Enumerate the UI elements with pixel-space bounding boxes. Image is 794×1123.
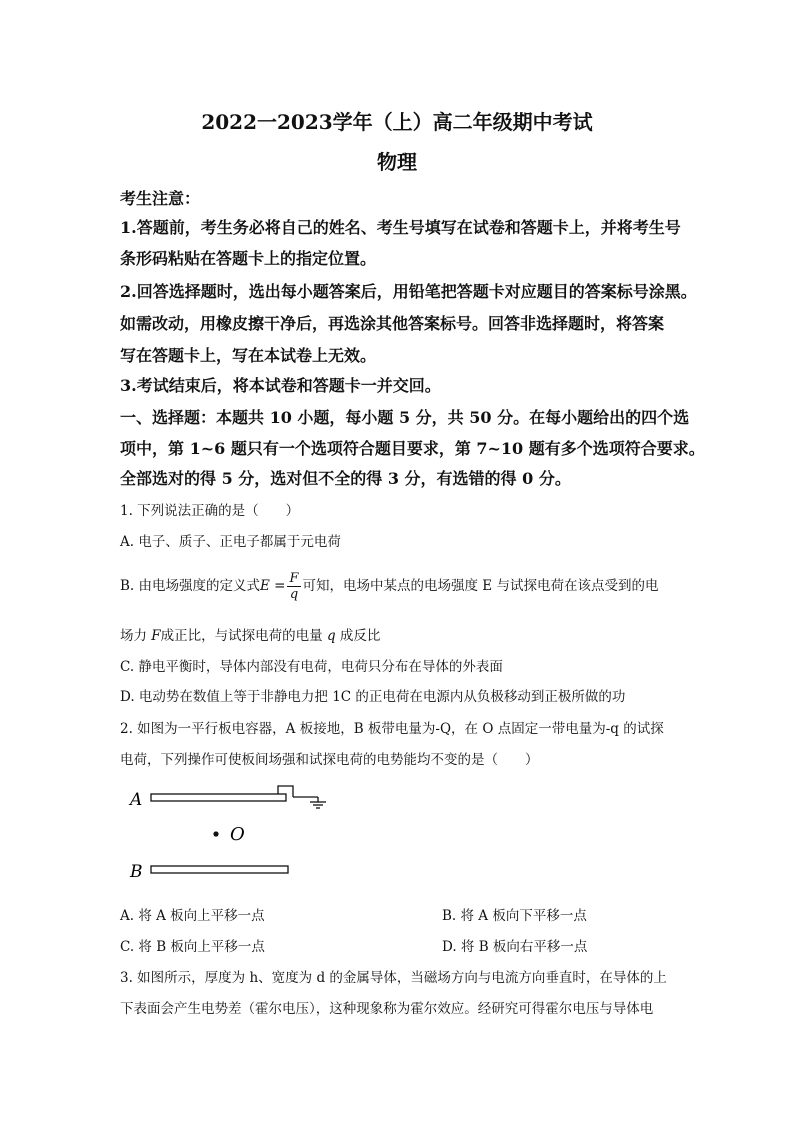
- plate-a-label: A: [130, 790, 143, 810]
- q2-option-b: B. 将 A 板向下平移一点: [442, 908, 587, 924]
- q1-option-b-line-2-pre: 场力: [120, 628, 152, 644]
- q1-option-b-line-1: [120, 564, 658, 608]
- q1-option-c: C. 静电平衡时，导体内部没有电荷，电荷只分布在导体的外表面: [120, 659, 503, 675]
- capacitor-figure: [126, 782, 336, 886]
- q2-option-d: D. 将 B 板向右平移一点: [442, 939, 588, 955]
- symbol-f: F: [151, 628, 161, 644]
- point-o-label: O: [230, 824, 245, 845]
- notice-item-2-line-1: 2.回答选择题时，选出每小题答案后，用铅笔把答题卡对应题目的答案标号涂黑。: [120, 282, 697, 301]
- notice-item-2-line-2: 如需改动，用橡皮擦干净后，再选涂其他答案标号。回答非选择题时，将答案: [120, 314, 665, 333]
- point-o-marker: [213, 831, 218, 836]
- q1-option-b-prefix: B. 由电场强度的定义式: [120, 578, 261, 594]
- formula-lhs: E =: [260, 578, 286, 594]
- q1-option-b-line-2: [120, 624, 380, 644]
- section-1-line-2: 项中，第 1~6 题只有一个选项符合题目要求，第 7~10 题有多个选项符合要求。: [120, 439, 705, 458]
- q3-stem-line-1: 3. 如图所示，厚度为 h、宽度为 d 的金属导体，当磁场方向与电流方向垂直时，在导体的上: [120, 970, 667, 986]
- notice-heading: 考生注意：: [120, 189, 201, 208]
- notice-item-3: 3.考试结束后，将本试卷和答题卡一并交回。: [120, 376, 441, 395]
- q2-stem-line-2: 电荷，下列操作可使板间场强和试探电荷的电势能均不变的是（ ）: [120, 752, 539, 768]
- q1-option-b-suffix: 可知，电场中某点的电场强度 E 与试探电荷在该点受到的电: [302, 578, 659, 594]
- q1-option-d: D. 电动势在数值上等于非静电力把 1C 的正电荷在电源内从负极移动到正极所做的功: [120, 689, 626, 705]
- plate-b-label: B: [130, 862, 143, 882]
- plate-a: [151, 794, 286, 801]
- formula-fraction: [287, 571, 300, 602]
- ground-icon: [310, 797, 326, 808]
- q1-option-b-line-2-post: 成反比: [335, 628, 381, 644]
- subject-title: 物理: [377, 150, 417, 174]
- section-1-line-3: 全部选对的得 5 分，选对但不全的得 3 分，有选错的得 0 分。: [120, 469, 571, 488]
- formula-numerator: F: [289, 571, 299, 586]
- notice-item-1-line-1: 1.答题前，考生务必将自己的姓名、考生号填写在试卷和答题卡上，并将考生号: [120, 218, 681, 237]
- q2-option-c: C. 将 B 板向上平移一点: [120, 939, 265, 955]
- q1-option-a: A. 电子、质子、正电子都属于元电荷: [120, 534, 341, 550]
- symbol-q: q: [326, 628, 336, 644]
- q1-stem: 1. 下列说法正确的是（ ）: [120, 503, 300, 519]
- q1-option-b-line-2-mid: 成正比，与试探电荷的电量: [160, 628, 327, 644]
- exam-title: 2022一2023学年（上）高二年级期中考试: [201, 110, 593, 134]
- formula-denominator: q: [289, 587, 299, 602]
- plate-b: [151, 866, 288, 873]
- notice-item-1-line-2: 条形码粘贴在答题卡上的指定位置。: [120, 249, 377, 268]
- q2-option-a: A. 将 A 板向上平移一点: [120, 908, 265, 924]
- section-1-line-1: 一、选择题：本题共 10 小题，每小题 5 分，共 50 分。在每小题给出的四个选: [120, 408, 690, 427]
- q2-stem-line-1: 2. 如图为一平行板电容器，A 板接地，B 板带电量为-Q，在 O 点固定一带电量为-q 的试探: [120, 721, 664, 737]
- q3-stem-line-2: 下表面会产生电势差（霍尔电压），这种现象称为霍尔效应。经研究可得霍尔电压与导体电: [120, 1001, 654, 1017]
- notice-item-2-line-3: 写在答题卡上，写在本试卷上无效。: [120, 346, 377, 365]
